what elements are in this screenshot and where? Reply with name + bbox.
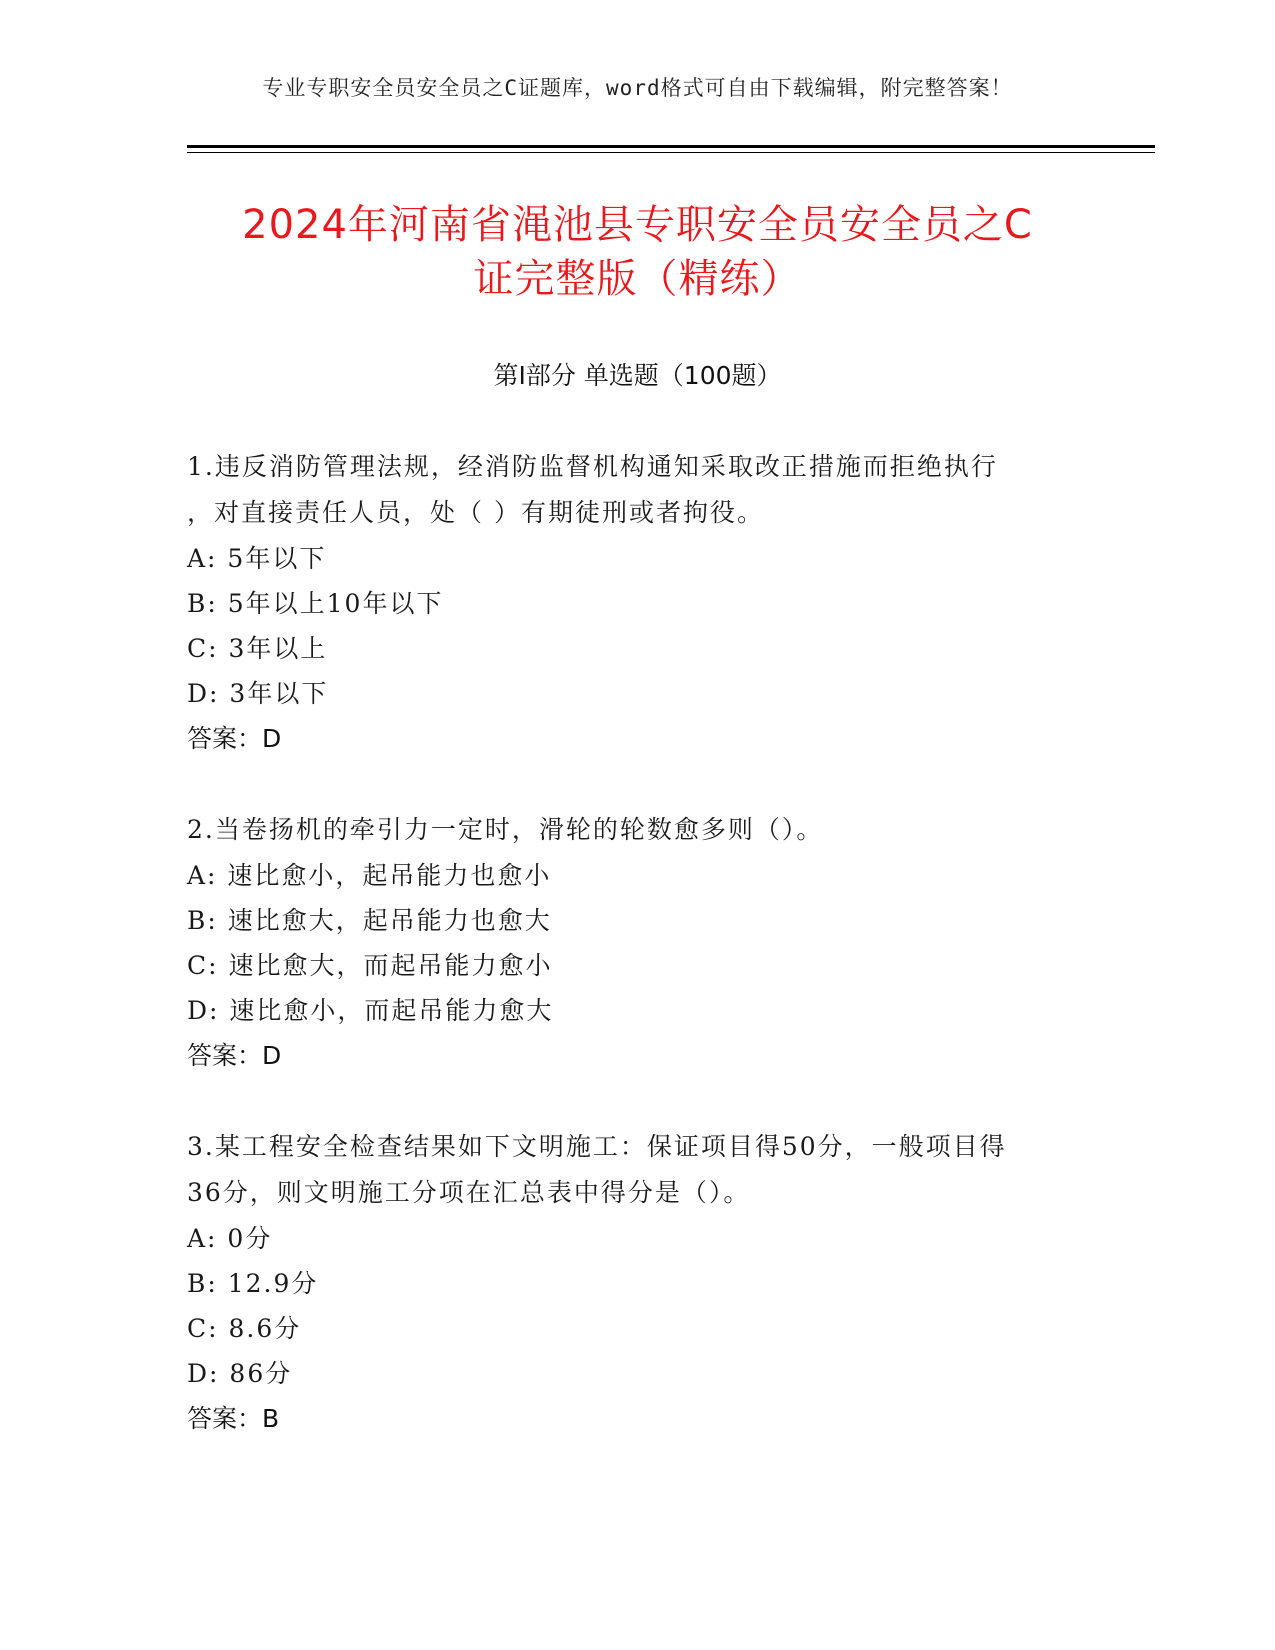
option-d: D: 3年以下 (187, 679, 329, 708)
option-d: D: 速比愈小，而起吊能力愈大 (187, 996, 554, 1025)
option-d: D: 86分 (187, 1359, 293, 1388)
question-2 (187, 807, 1087, 1079)
option-c: C: 3年以上 (187, 634, 328, 663)
header-note: 专业专职安全员安全员之C证题库，word格式可自由下载编辑，附完整答案！ (262, 76, 1013, 100)
title-line-1: 2024年河南省渑池县专职安全员安全员之C (242, 202, 1033, 248)
option-c: C: 8.6分 (187, 1314, 302, 1343)
question-3 (187, 1124, 1087, 1442)
question-1 (187, 444, 1087, 762)
answer: 答案：D (187, 724, 282, 753)
answer: 答案：D (187, 1041, 282, 1070)
answer: 答案：B (187, 1404, 280, 1433)
option-a: A: 5年以下 (187, 544, 327, 573)
header-rule-thin (187, 152, 1155, 153)
option-b: B: 速比愈大，起吊能力也愈大 (187, 906, 552, 935)
question-text-line: 1.违反消防管理法规，经消防监督机构通知采取改正措施而拒绝执行 (187, 452, 998, 481)
option-a: A: 速比愈小，起吊能力也愈小 (187, 861, 552, 890)
question-text-line: 3.某工程安全检查结果如下文明施工：保证项目得50分，一般项目得 (187, 1132, 1007, 1161)
option-c: C: 速比愈大，而起吊能力愈小 (187, 951, 553, 980)
question-text-line: 36分，则文明施工分项在汇总表中得分是（）。 (187, 1178, 751, 1207)
question-list (187, 444, 1087, 1487)
option-b: B: 12.9分 (187, 1269, 319, 1298)
title-line-2: 证完整版（精练） (473, 256, 802, 302)
header-rule-thick (187, 145, 1155, 148)
option-a: A: 0分 (187, 1224, 273, 1253)
question-text-line: 2.当卷扬机的牵引力一定时，滑轮的轮数愈多则（）。 (187, 815, 824, 844)
question-text-line: ，对直接责任人员，处（ ）有期徒刑或者拘役。 (187, 498, 764, 527)
section-title: 第I部分 单选题（100题） (493, 361, 782, 390)
document-title (150, 198, 1125, 306)
option-b: B: 5年以上10年以下 (187, 589, 444, 618)
